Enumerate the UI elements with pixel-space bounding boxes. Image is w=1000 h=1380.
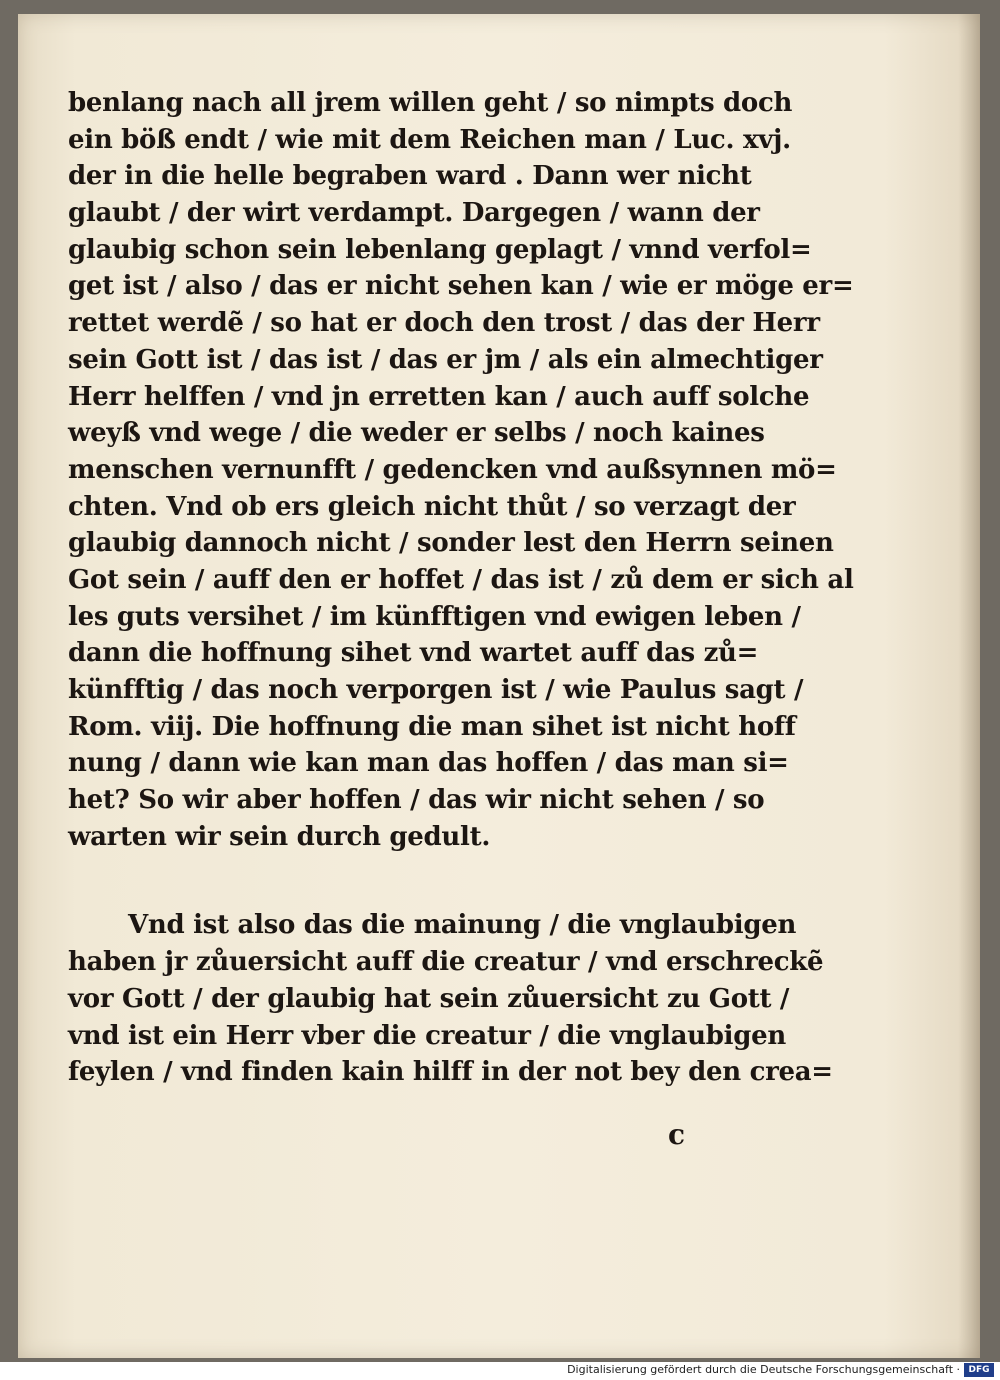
text-line: chten. Vnd ob ers gleich nicht thůt / so verzagt der: [68, 491, 796, 522]
text-line: Rom. viij. Die hoffnung die man sihet ist nicht hoff: [68, 711, 796, 742]
signature-mark: c: [668, 1118, 686, 1151]
text-line: Got sein / auff den er hoffet / das ist / zů dem er sich al: [68, 564, 854, 595]
text-line: der in die helle begraben ward . Dann wer nicht: [68, 161, 752, 192]
text-line: get ist / also / das er nicht sehen kan / wie er möge er=: [68, 271, 854, 302]
text-line: nung / dann wie kan man das hoffen / das man si=: [68, 748, 789, 779]
text-line: sein Gott ist / das ist / das er jm / als ein almechtiger: [68, 344, 823, 375]
text-line: ein böß endt / wie mit dem Reichen man / Luc. xvj.: [68, 124, 791, 155]
text-line: warten wir sein durch gedult.: [68, 821, 491, 852]
text-line: haben jr zůuersicht auff die creatur / vnd erschreckẽ: [68, 947, 824, 978]
text-line: weyß vnd wege / die weder er selbs / noch kaines: [68, 418, 765, 449]
text-line: vor Gott / der glaubig hat sein zůuersicht zu Gott /: [68, 983, 790, 1014]
page-edge-shadow: [958, 14, 980, 1358]
text-line: dann die hoffnung sihet vnd wartet auff das zů=: [68, 638, 759, 669]
text-line: glaubig schon sein lebenlang geplagt / vnnd verfol=: [68, 234, 812, 265]
text-line: feylen / vnd finden kain hilff in der not bey den crea=: [68, 1057, 833, 1088]
text-line: Vnd ist also das die mainung / die vnglaubigen: [128, 910, 797, 941]
text-line: künfftig / das noch verporgen ist / wie Paulus sagt /: [68, 675, 804, 705]
text-line: menschen vernunfft / gedencken vnd außsynnen mö=: [68, 454, 837, 485]
text-line: rettet werdẽ / so hat er doch den trost / das der Herr: [68, 308, 820, 339]
text-line: vnd ist ein Herr vber die creatur / die vnglaubigen: [68, 1020, 786, 1051]
dfg-logo: DFG: [964, 1363, 994, 1377]
text-line: benlang nach all jrem willen geht / so nimpts doch: [68, 88, 793, 118]
text-line: Herr helffen / vnd jn erretten kan / auch auff solche: [68, 381, 810, 412]
footer-credit: Digitalisierung gefördert durch die Deutsche Forschungsgemeinschaft ·: [567, 1363, 960, 1376]
paragraph-gap: [68, 855, 768, 907]
text-line: het? So wir aber hoffen / das wir nicht sehen / so: [68, 785, 765, 816]
text-line: glaubig dannoch nicht / sonder lest den Herrn seinen: [68, 528, 834, 559]
text-line: glaubt / der wirt verdampt. Dargegen / wann der: [68, 198, 760, 229]
text-block: [68, 85, 854, 1091]
text-line: les guts versihet / im künfftigen vnd ewigen leben /: [68, 601, 801, 632]
